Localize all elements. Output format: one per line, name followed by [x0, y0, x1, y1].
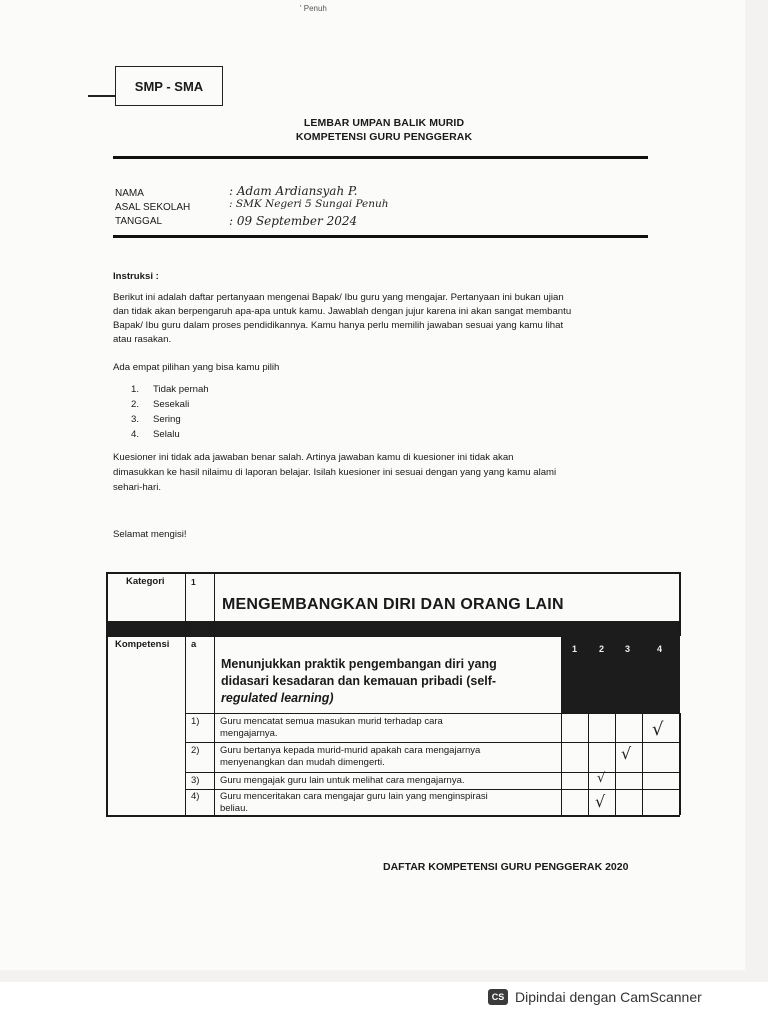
tanggal-value: : 09 September 2024 [229, 214, 358, 228]
table-row-text: mengajarnya. [220, 728, 278, 739]
check-mark: √ [652, 719, 664, 740]
option-item: 2. Sesekali [131, 399, 190, 410]
score-header-3: 3 [625, 644, 631, 654]
table-row-number: 1) [191, 716, 200, 727]
table-dark-band [106, 621, 680, 636]
options-intro: Ada empat pilihan yang bisa kamu pilih [113, 362, 280, 373]
nama-value: : Adam Ardiansyah P. [229, 184, 358, 198]
note-line-3: sehari-hari. [113, 482, 161, 493]
camscanner-logo-icon: CS [488, 989, 508, 1005]
document-title: LEMBAR UMPAN BALIK MURID [303, 117, 465, 129]
kompetensi-label: Kompetensi [115, 639, 170, 650]
document-subtitle: KOMPETENSI GURU PENGGERAK [295, 131, 473, 143]
header-rule-top [113, 156, 648, 159]
kompetensi-title-line-2: didasari kesadaran dan kemauan pribadi (self- [221, 674, 497, 688]
scanner-watermark-text: Dipindai dengan CamScanner [515, 989, 702, 1005]
option-item: 4. Selalu [131, 429, 180, 440]
table-row-number: 3) [191, 775, 200, 786]
kompetensi-title-line-3: regulated learning) [221, 691, 334, 705]
score-header-4: 4 [657, 644, 663, 654]
badge-connector-line [88, 95, 116, 97]
table-row-text: Guru menceritakan cara mengajar guru lain yang menginspirasi [220, 791, 488, 802]
header-rule-bottom [113, 235, 648, 238]
score-header-block [561, 636, 680, 713]
tanggal-label: TANGGAL [115, 216, 163, 227]
instruksi-heading: Instruksi : [113, 271, 159, 282]
kategori-title: MENGEMBANGKAN DIRI DAN ORANG LAIN [222, 596, 564, 613]
kategori-label: Kategori [126, 576, 165, 587]
table-row-text: menyenangkan dan mudah dimengerti. [220, 757, 385, 768]
table-row-text: beliau. [220, 803, 248, 814]
asal-sekolah-value: : SMK Negeri 5 Sungai Penuh [229, 198, 389, 210]
instruksi-line-1: Berikut ini adalah daftar pertanyaan mengenai Bapak/ Ibu guru yang mengajar. Pertanyaan ini bukan ujian [113, 292, 564, 303]
score-header-2: 2 [599, 644, 605, 654]
instruksi-line-2: dan tidak akan berpengaruh apa-apa untuk kamu. Jawablah dengan jujur karena ini akan sangat membantu [113, 306, 572, 317]
greeting-text: Selamat mengisi! [113, 529, 187, 540]
check-mark: √ [595, 792, 606, 811]
check-mark: √ [621, 744, 632, 763]
asal-sekolah-label: ASAL SEKOLAH [115, 202, 191, 213]
level-badge [115, 66, 223, 106]
top-scrap-text: ' Penuh [300, 4, 327, 13]
table-row-number: 2) [191, 745, 200, 756]
table-row-text: Guru mencatat semua masukan murid terhadap cara [220, 716, 443, 727]
footer-title: DAFTAR KOMPETENSI GURU PENGGERAK 2020 [383, 861, 629, 873]
kompetensi-letter: a [191, 639, 197, 650]
kompetensi-title-line-1: Menunjukkan praktik pengembangan diri yang [221, 657, 497, 671]
note-line-2: dimasukkan ke hasil nilaimu di laporan belajar. Isilah kuesioner ini sesuai dengan yang yang kamu alami [113, 467, 557, 478]
instruksi-line-4: atau rasakan. [113, 334, 172, 345]
check-mark: √ [597, 771, 606, 786]
option-item: 3. Sering [131, 414, 181, 425]
table-row-number: 4) [191, 791, 200, 802]
note-line-1: Kuesioner ini tidak ada jawaban benar salah. Artinya jawaban kamu di kuesioner ini tidak akan [113, 452, 514, 463]
option-item: 1. Tidak pernah [131, 384, 209, 395]
score-header-1: 1 [572, 644, 578, 654]
table-row-text: Guru mengajak guru lain untuk melihat cara mengajarnya. [220, 775, 465, 786]
table-row-text: Guru bertanya kepada murid-murid apakah cara mengajarnya [220, 745, 481, 756]
level-badge-label: SMP - SMA [134, 78, 204, 94]
nama-label: NAMA [115, 188, 144, 199]
instruksi-line-3: Bapak/ Ibu guru dalam proses pendidikannya. Kamu hanya perlu memilih jawaban sesuai yang kamu lihat [113, 320, 564, 331]
kategori-number: 1 [191, 577, 196, 587]
